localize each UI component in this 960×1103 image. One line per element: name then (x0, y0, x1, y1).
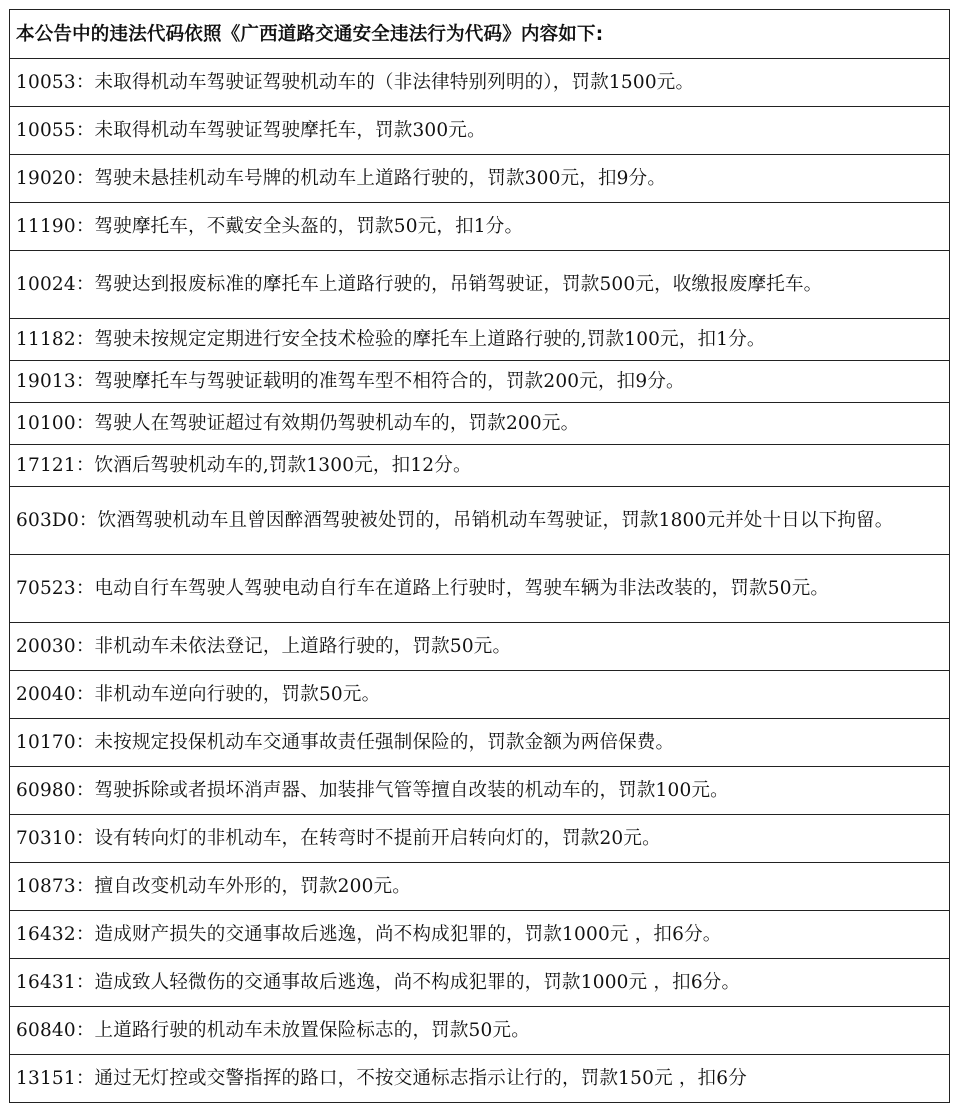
table-row (10, 59, 950, 107)
violation-code-entry: 10170：未按规定投保机动车交通事故责任强制保险的，罚款金额为两倍保费。 (10, 719, 950, 767)
violation-code-entry: 10873：擅自改变机动车外形的，罚款200元。 (10, 863, 950, 911)
table-row (10, 319, 950, 361)
table-header-row (10, 10, 950, 59)
violation-code-entry: 70523：电动自行车驾驶人驾驶电动自行车在道路上行驶时，驾驶车辆为非法改装的，罚款50元。 (10, 555, 950, 623)
table-row (10, 815, 950, 863)
table-row (10, 623, 950, 671)
violation-code-entry: 20030：非机动车未依法登记，上道路行驶的，罚款50元。 (10, 623, 950, 671)
table-header-text: 本公告中的违法代码依照《广西道路交通安全违法行为代码》内容如下: (10, 10, 950, 59)
table-row (10, 361, 950, 403)
violation-code-entry: 19013：驾驶摩托车与驾驶证载明的准驾车型不相符合的，罚款200元，扣9分。 (10, 361, 950, 403)
table-row (10, 487, 950, 555)
table-row (10, 1007, 950, 1055)
table-row (10, 251, 950, 319)
violation-code-entry: 11182：驾驶未按规定定期进行安全技术检验的摩托车上道路行驶的,罚款100元，扣1分。 (10, 319, 950, 361)
table-row (10, 671, 950, 719)
violation-code-entry: 20040：非机动车逆向行驶的，罚款50元。 (10, 671, 950, 719)
table-row (10, 155, 950, 203)
table-row (10, 1055, 950, 1103)
violation-code-entry: 13151：通过无灯控或交警指挥的路口，不按交通标志指示让行的，罚款150元 ，扣6分 (10, 1055, 950, 1103)
violation-code-entry: 60980：驾驶拆除或者损坏消声器、加装排气管等擅自改装的机动车的，罚款100元。 (10, 767, 950, 815)
violation-code-entry: 11190：驾驶摩托车，不戴安全头盔的，罚款50元，扣1分。 (10, 203, 950, 251)
violation-code-entry: 70310：设有转向灯的非机动车，在转弯时不提前开启转向灯的，罚款20元。 (10, 815, 950, 863)
table-row (10, 107, 950, 155)
violation-code-entry: 603D0：饮酒驾驶机动车且曾因醉酒驾驶被处罚的，吊销机动车驾驶证，罚款1800元并处十日以下拘留。 (10, 487, 950, 555)
table-row (10, 863, 950, 911)
violation-code-entry: 19020：驾驶未悬挂机动车号牌的机动车上道路行驶的，罚款300元，扣9分。 (10, 155, 950, 203)
table-row (10, 959, 950, 1007)
violation-code-entry: 17121：饮酒后驾驶机动车的,罚款1300元，扣12分。 (10, 445, 950, 487)
table-row (10, 555, 950, 623)
violation-code-entry: 10100：驾驶人在驾驶证超过有效期仍驾驶机动车的，罚款200元。 (10, 403, 950, 445)
violation-code-entry: 10053：未取得机动车驾驶证驾驶机动车的（非法律特别列明的），罚款1500元。 (10, 59, 950, 107)
violation-code-entry: 10024：驾驶达到报废标准的摩托车上道路行驶的，吊销驾驶证，罚款500元，收缴报废摩托车。 (10, 251, 950, 319)
violation-code-entry: 16431：造成致人轻微伤的交通事故后逃逸，尚不构成犯罪的，罚款1000元 ，扣6分。 (10, 959, 950, 1007)
table-row (10, 767, 950, 815)
violation-code-entry: 60840：上道路行驶的机动车未放置保险标志的，罚款50元。 (10, 1007, 950, 1055)
table-row (10, 203, 950, 251)
violation-code-table (9, 9, 950, 1103)
violation-code-entry: 16432：造成财产损失的交通事故后逃逸，尚不构成犯罪的，罚款1000元 ，扣6分。 (10, 911, 950, 959)
table-row (10, 403, 950, 445)
table-row (10, 719, 950, 767)
table-row (10, 911, 950, 959)
table-row (10, 445, 950, 487)
violation-code-entry: 10055：未取得机动车驾驶证驾驶摩托车，罚款300元。 (10, 107, 950, 155)
